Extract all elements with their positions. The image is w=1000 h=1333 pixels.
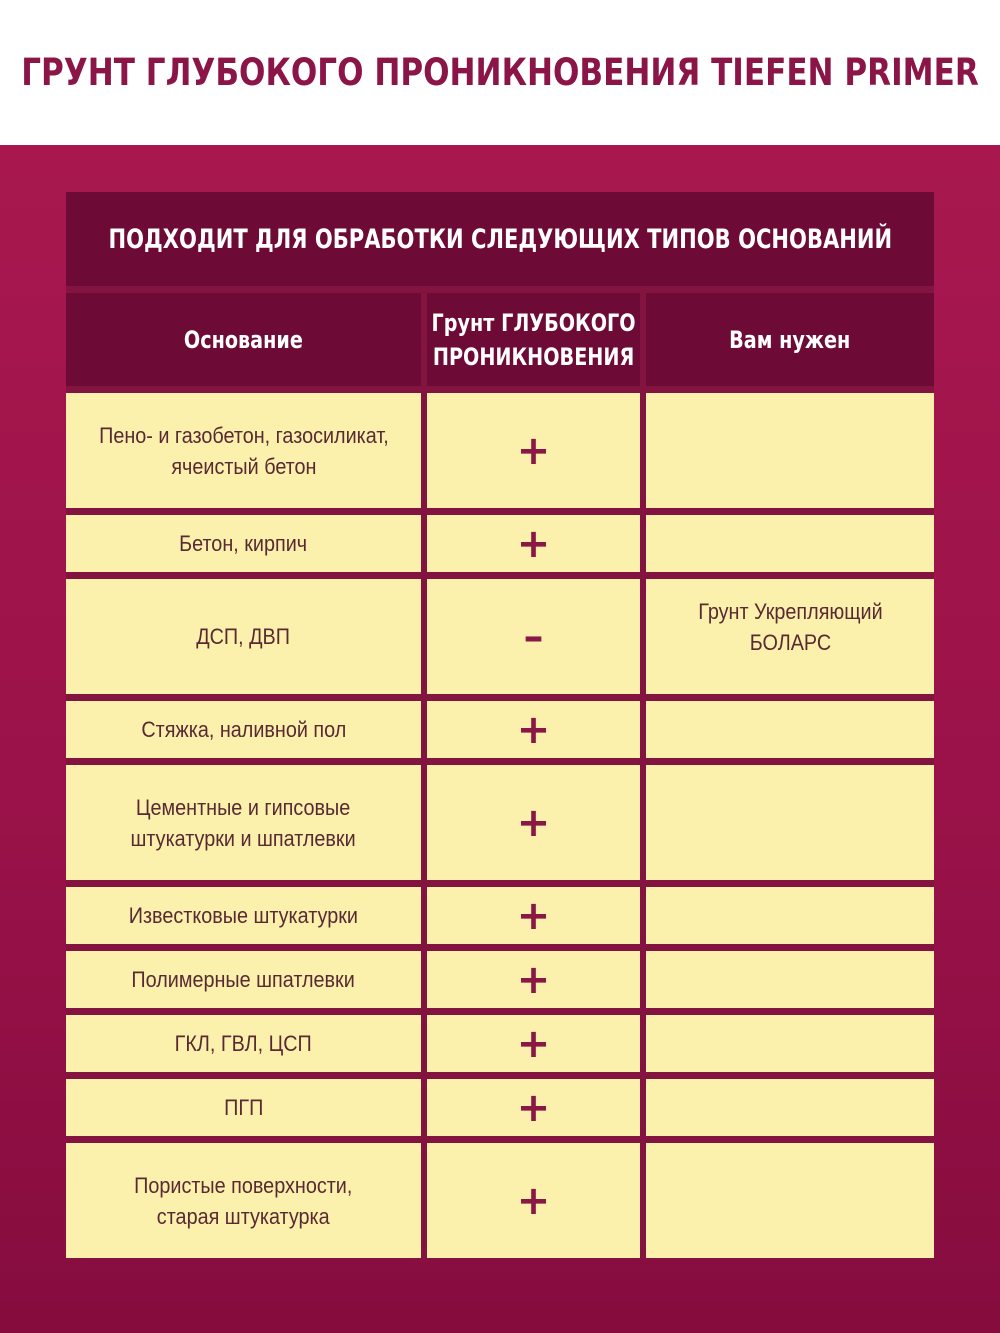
table-row-base-cell xyxy=(66,951,421,1008)
page-title: ГРУНТ ГЛУБОКОГО ПРОНИКНОВЕНИЯ TIEFEN PRIMER xyxy=(21,51,979,94)
column-header-need xyxy=(646,293,934,386)
need-text-line1: Грунт Укрепляющий xyxy=(697,598,883,624)
table-row-mark-cell xyxy=(427,951,640,1008)
base-text-line1: Пористые поверхности, xyxy=(134,1172,353,1198)
base-text-line1: ГКЛ, ГВЛ, ЦСП xyxy=(174,1031,313,1056)
table-row-mark-cell xyxy=(427,1015,640,1072)
table-row-mark-cell xyxy=(427,887,640,944)
plus-mark: + xyxy=(516,1084,551,1131)
column-header-primer-line2: ПРОНИКНОВЕНИЯ xyxy=(432,342,635,371)
table-row-base-cell xyxy=(66,1015,421,1072)
base-text-line2: старая штукатурка xyxy=(157,1203,330,1229)
table-row-mark-cell xyxy=(427,579,640,694)
table-row-need-cell xyxy=(646,579,934,694)
base-text-line2: ячеистый бетон xyxy=(170,453,317,479)
base-text-line1: Цементные и гипсовые xyxy=(136,794,351,820)
base-text-line2: штукатурки и шпатлевки xyxy=(130,825,357,851)
table-row-need-cell xyxy=(646,1079,934,1136)
base-text-line1: Стяжка, наливной пол xyxy=(141,717,346,742)
table-row-base-cell xyxy=(66,765,421,880)
column-header-base-label: Основание xyxy=(183,325,303,354)
table-banner xyxy=(66,192,934,286)
need-text-line2: БОЛАРС xyxy=(749,629,831,655)
column-header-base xyxy=(66,293,421,386)
base-text-line1: ПГП xyxy=(223,1095,264,1120)
base-text-line1: Пено- и газобетон, газосиликат, xyxy=(98,422,389,448)
plus-mark: + xyxy=(516,892,551,939)
table-row-mark-cell xyxy=(427,1143,640,1258)
table-row-mark-cell xyxy=(427,765,640,880)
plus-mark: + xyxy=(516,706,551,753)
plus-mark: + xyxy=(516,956,551,1003)
table-row-base-cell xyxy=(66,887,421,944)
plus-mark: + xyxy=(516,1177,551,1224)
table-row-base-cell xyxy=(66,1143,421,1258)
table-row-mark-cell xyxy=(427,515,640,572)
table-row-need-cell xyxy=(646,951,934,1008)
plus-mark: + xyxy=(516,520,551,567)
base-text-line1: ДСП, ДВП xyxy=(196,624,291,649)
table-row-need-cell xyxy=(646,393,934,508)
base-text-line1: Полимерные шпатлевки xyxy=(131,967,356,992)
banner-text: ПОДХОДИТ ДЛЯ ОБРАБОТКИ СЛЕДУЮЩИХ ТИПОВ ОСНОВАНИЙ xyxy=(108,223,892,255)
column-header-need-label: Вам нужен xyxy=(729,325,851,354)
table-row-need-cell xyxy=(646,887,934,944)
table-row-mark-cell xyxy=(427,701,640,758)
minus-mark: – xyxy=(523,613,544,660)
table-row-need-cell xyxy=(646,1015,934,1072)
plus-mark: + xyxy=(516,1020,551,1067)
table-row-mark-cell xyxy=(427,393,640,508)
page-header xyxy=(0,0,1000,145)
plus-mark: + xyxy=(516,799,551,846)
table-row-base-cell xyxy=(66,1079,421,1136)
column-header-primer-line1: Грунт ГЛУБОКОГО xyxy=(431,308,636,337)
column-header-primer xyxy=(427,293,640,386)
base-text-line1: Известковые штукатурки xyxy=(128,903,359,928)
table-row-mark-cell xyxy=(427,1079,640,1136)
table-row-need-cell xyxy=(646,515,934,572)
base-text-line1: Бетон, кирпич xyxy=(179,531,308,556)
compatibility-table xyxy=(66,192,934,1260)
table-row-need-cell xyxy=(646,765,934,880)
table-row-base-cell xyxy=(66,579,421,694)
table-row-base-cell xyxy=(66,515,421,572)
plus-mark: + xyxy=(516,427,551,474)
table-row-need-cell xyxy=(646,1143,934,1258)
table-row-base-cell xyxy=(66,701,421,758)
table-row-need-cell xyxy=(646,701,934,758)
table-row-base-cell xyxy=(66,393,421,508)
